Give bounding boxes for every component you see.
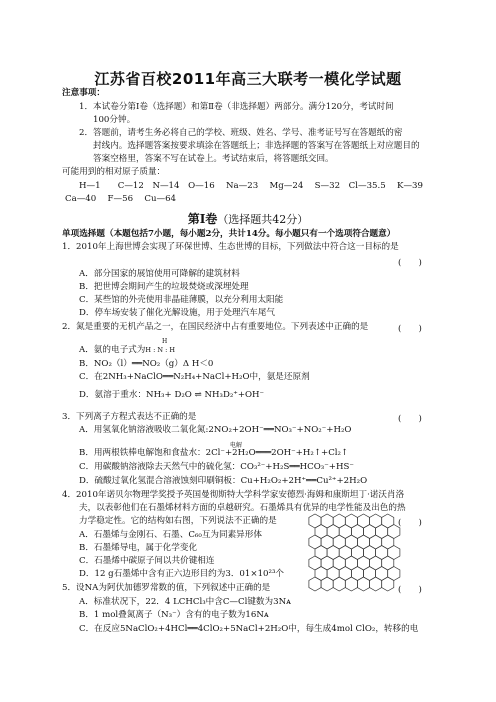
answer-paren: ( ) xyxy=(398,585,422,595)
note-line: 100分钟。 xyxy=(93,115,136,125)
q3-option-b: B．用两根铁棒电解饱和食盐水：2Cl⁻+2H₂O═══2OH⁻+H₂↑+Cl₂↑ xyxy=(79,448,349,458)
question-4-stem-cont: 夫，以表彰他们在石墨烯材料方面的卓越研究。石墨烯具有优异的电学性能及出色的热 xyxy=(79,503,406,513)
q2-option-a-label: A．氨的电子式为 xyxy=(79,345,146,355)
ammonia-electron-formula: H : N : H xyxy=(145,346,176,354)
note-line: 封线内。选择题答案按要求填涂在答题纸上；非选择题的答案写在答题纸上对应题目的 xyxy=(93,141,420,151)
q2-option-c: C．在2NH₃+NaClO══N₂H₄+NaCl+H₂O中，氨是还原剂 xyxy=(79,372,310,382)
instruction: 单项选择题（本题包括7小题，每小题2分，共计14分。每小题只有一个选项符合题意） xyxy=(62,229,396,239)
electrolysis-condition: 电解 xyxy=(230,442,243,449)
note-line: 2．答题前，请考生务必将自己的学校、班级、姓名、学号、准考证号写在答题纸的密 xyxy=(79,128,403,138)
q2-option-d: D．氨溶于重水：NH₃+ D₂O ⇌ NH₃D₂⁺+OH⁻ xyxy=(79,390,265,400)
question-4-stem: 4．2010年诺贝尔物理学奖授予英国曼彻斯特大学科学家安德烈·海姆和康斯坦丁·诺沃肖洛 xyxy=(62,490,405,500)
q5-option-a: A．标准状况下，22．4 LCHCl₃中含C—Cl键数为3Nᴀ xyxy=(79,597,291,607)
graphene-hexagon xyxy=(382,577,394,591)
notes-heading: 注意事项： xyxy=(62,88,105,98)
note-line: 答案空格里，答案不写在试卷上。考试结束后，将答题纸交回。 xyxy=(93,154,334,164)
graphene-hexagon xyxy=(309,577,321,591)
q2-option-a xyxy=(79,345,175,356)
q1-option-a: A．部分国家的展馆使用可降解的建筑材料 xyxy=(79,269,240,279)
answer-paren: ( ) xyxy=(398,324,422,334)
graphene-hexagon xyxy=(370,577,382,591)
atomic-mass-heading: 可能用到的相对原子质量： xyxy=(62,167,166,177)
section-header xyxy=(0,210,496,227)
section-subtitle: （选择题共42分） xyxy=(217,213,309,226)
answer-paren: ( ) xyxy=(398,414,422,424)
q4-option-d: D．12 g石墨烯中含有正六边形目约为3．01×10²³个 xyxy=(79,569,284,579)
q4-option-c: C．石墨烯中碳原子间以共价键相连 xyxy=(79,556,215,566)
exam-title: 江苏省百校2011年高三大联考一模化学试题 xyxy=(94,70,402,88)
question-2-stem: 2．氮是重要的无机产品之一，在国民经济中占有重要地位。下列表述中正确的是 xyxy=(62,322,369,332)
question-5-stem: 5．设NA为阿伏加德罗常数的值，下列叙述中正确的是 xyxy=(62,583,271,593)
q1-option-c: C．某些馆的外壳使用非晶硅薄膜，以充分利用太阳能 xyxy=(79,295,284,305)
section-title: 第Ⅰ卷 xyxy=(187,212,218,226)
answer-paren: ( ) xyxy=(398,518,422,528)
q4-option-b: B．石墨烯导电，属于化学变化 xyxy=(79,543,198,553)
q1-option-b: B．把世博会期间产生的垃圾焚烧或深埋处理 xyxy=(79,282,249,292)
answer-paren: ( ) xyxy=(398,258,422,268)
q3-option-d: D．硫酸过氧化氢混合溶液蚀刻印刷铜板：Cu+H₂O₂+2H⁺══Cu²⁺+2H₂O xyxy=(79,476,368,486)
ammonia-top-h: H xyxy=(162,338,168,345)
graphene-hexagon xyxy=(345,577,357,591)
question-1-stem: 1．2010年上海世博会实现了环保世博、生态世博的目标，下列做法中符合这一目标的是 xyxy=(62,242,399,252)
question-3-stem: 3．下列离子方程式表达不正确的是 xyxy=(62,412,197,422)
graphene-hexagon xyxy=(357,577,369,591)
graphene-hexagon xyxy=(321,577,333,591)
q2-option-b: B．NO₂（l）══NO₂（g）Δ H＜0 xyxy=(79,359,214,369)
question-4-stem-cont: 力学稳定性。它的结构如右图，下列说法不正确的是 xyxy=(79,516,277,526)
q4-option-a: A．石墨烯与金刚石、石墨、C₆₀互为同素异形体 xyxy=(79,530,262,540)
note-line: 1．本试卷分第Ⅰ卷（选择题）和第Ⅱ卷（非选择题）两部分。满分120分，考试时间 xyxy=(79,102,394,112)
q1-option-d: D．停车场安装了催化光解设施，用于处理汽车尾气 xyxy=(79,308,275,318)
q3-option-a: A．用氢氧化钠溶液吸收二氧化氮:2NO₂+2OH⁻══NO₃⁻+NO₂⁻+H₂O xyxy=(79,425,352,435)
q3-option-c: C．用碳酸钠溶液除去天然气中的硫化氢：CO₃²⁻+H₂S══HCO₃⁻+HS⁻ xyxy=(79,462,354,472)
q5-option-c: C．在反应5NaClO₂+4HCl══4ClO₂+5NaCl+2H₂O中，每生成4mol ClO₂，转移的电 xyxy=(79,624,419,634)
atomic-mass-line: Ca—40 F—56 Cu—64 xyxy=(65,194,177,204)
graphene-hexagon xyxy=(333,577,345,591)
atomic-mass-line: H—1 C—12 N—14 O—16 Na—23 Mg—24 S—32 Cl—35.5 K—39 xyxy=(79,181,423,191)
q5-option-b: B．1 mol叠氮离子（N₃⁻）含有的电子数为16Nᴀ xyxy=(79,610,269,620)
